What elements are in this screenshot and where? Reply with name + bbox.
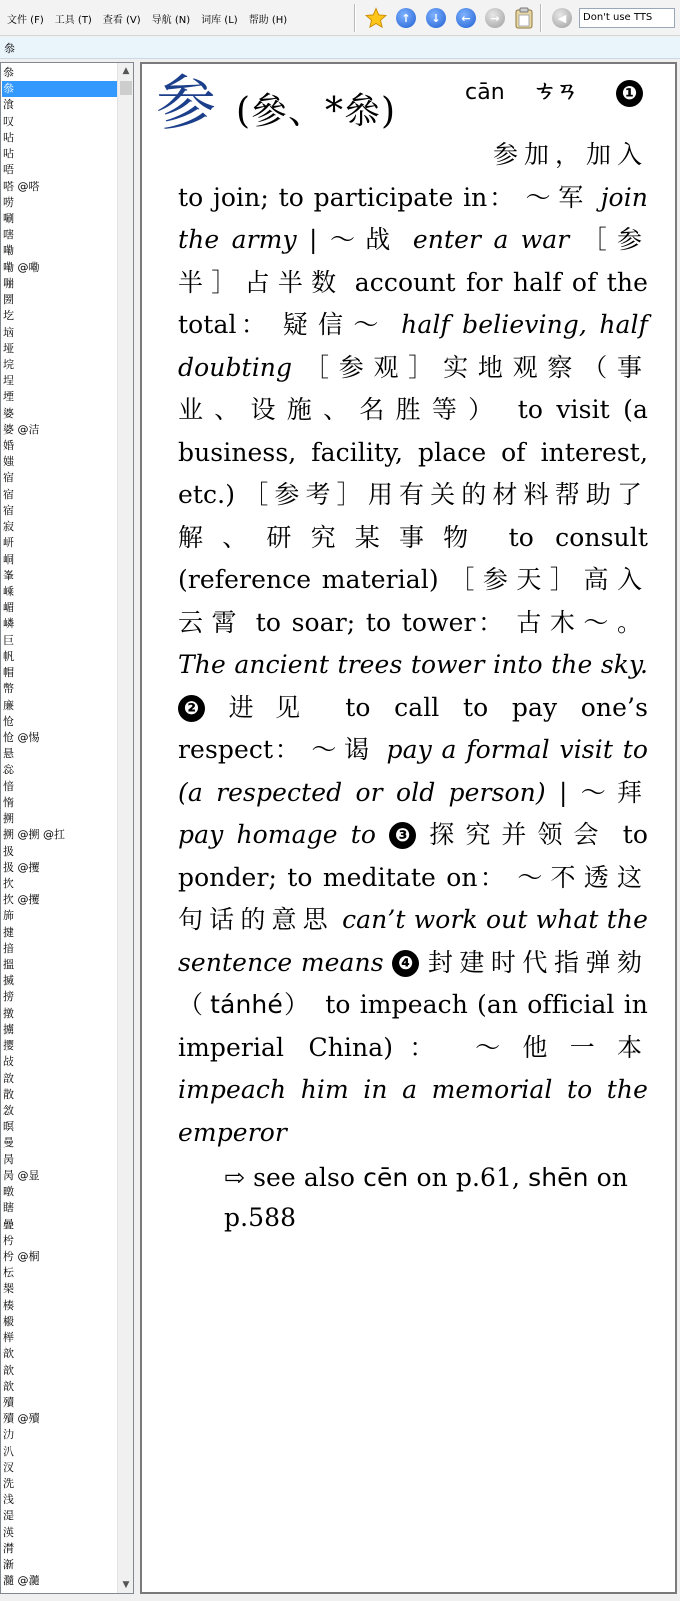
example-zh: ～他一本 <box>475 1032 648 1062</box>
list-item[interactable]: 昺 @显 <box>3 1168 40 1182</box>
sense-4-en: to impeach (an official in imperial China)： <box>178 990 648 1062</box>
list-item[interactable]: 椝 <box>3 1282 14 1296</box>
list-item[interactable]: 愔 <box>3 779 14 793</box>
list-item[interactable]: 潸 <box>3 1541 14 1555</box>
list-item[interactable]: 楱 <box>3 1298 14 1312</box>
list-item[interactable]: 搠 <box>3 812 14 826</box>
list-item[interactable]: 扱 @攫 <box>3 860 40 874</box>
see-also-link-2[interactable]: shēn <box>528 1163 589 1192</box>
list-item[interactable]: 敁 <box>3 1055 14 1069</box>
list-item[interactable]: 擄 <box>3 1022 14 1036</box>
list-item[interactable]: 叹 <box>3 114 14 128</box>
list-item[interactable]: 暝 <box>3 1120 14 1134</box>
example-en: join the army <box>178 182 649 254</box>
sense-4-pinyin: tánhé <box>210 990 283 1019</box>
scroll-thumb[interactable] <box>120 81 132 95</box>
headword: 参 <box>156 69 217 139</box>
list-item[interactable]: 澵 <box>3 1558 14 1572</box>
see-also <box>178 1158 648 1238</box>
separator-bar: | <box>309 225 318 254</box>
list-item[interactable]: 惰 <box>3 795 14 809</box>
list-item[interactable]: 氻 <box>3 1428 14 1442</box>
tts-select[interactable]: Don't use TTS <box>579 8 675 28</box>
list-item[interactable]: 扱 <box>3 844 14 858</box>
list-item[interactable]: 洗 <box>3 1477 14 1491</box>
example-en: The ancient trees tower into the sky. <box>178 650 648 679</box>
list-item[interactable]: 峒 <box>3 552 14 566</box>
list-item[interactable]: 垴 <box>3 325 14 339</box>
list-item[interactable]: 宿 <box>3 487 14 501</box>
example-en: pay homage to <box>178 820 377 849</box>
list-item[interactable]: 堙 <box>3 390 14 404</box>
list-item[interactable]: 榉 <box>3 1331 14 1345</box>
sense-number-1: ❶ <box>616 80 643 107</box>
list-item[interactable]: 廉 <box>3 698 14 712</box>
list-item[interactable]: 宿 <box>3 471 14 485</box>
list-item[interactable]: 撄 <box>3 1039 14 1053</box>
list-item[interactable]: 渶 <box>3 1525 14 1539</box>
example-zh: 疑信～ <box>282 310 389 339</box>
list-item[interactable]: 婆 <box>3 406 14 420</box>
list-item[interactable]: 呫 <box>3 130 14 144</box>
example-zh: ～拜 <box>580 777 649 807</box>
list-item[interactable]: 圪 <box>3 309 14 323</box>
sense-4-zh: 封建时代指弹劾（ <box>178 947 649 1019</box>
compound-en: account for half of the total： <box>178 267 648 339</box>
list-item[interactable]: 瞎 <box>3 1201 14 1215</box>
status-strip <box>0 1596 680 1601</box>
compound-en: to visit (a business, facility, place of interest, etc.) <box>178 395 648 509</box>
compound-zh: ［参半］占半数 <box>178 225 649 297</box>
compound-zh: ［参观］实地观察（事业、设施、名胜等） <box>178 352 648 424</box>
example-en: impeach him in a memorial to the emperor <box>178 1075 648 1147</box>
list-item[interactable]: 叅 <box>3 66 14 79</box>
example-zh: ～战 <box>329 225 401 254</box>
menu-help[interactable]: 帮助 (H) <box>248 14 288 26</box>
menu-tools[interactable]: 工具 (T) <box>54 14 92 26</box>
compound-zh: ［参考］用有关的材料帮助了解、研究某事物 <box>178 480 648 552</box>
sense-1-en: to join; to participate in： <box>178 182 516 212</box>
list-item[interactable]: 枍 <box>3 1233 14 1247</box>
variant-forms: (參、*叅) <box>236 91 397 132</box>
clipboard-icon[interactable] <box>512 6 536 30</box>
list-item[interactable]: 暾 <box>3 1185 14 1199</box>
toolbar <box>0 0 680 36</box>
list-item[interactable]: 歆 <box>3 1363 14 1377</box>
menu-view[interactable]: 查看 (V) <box>102 14 141 26</box>
list-item[interactable]: 浅 <box>3 1493 14 1507</box>
sense-number-2: ❷ <box>178 695 205 722</box>
scroll-up-icon[interactable]: ▲ <box>122 66 130 76</box>
list-item[interactable]: 幣 <box>3 682 14 696</box>
list-item[interactable]: 枟 <box>3 1266 14 1280</box>
list-item[interactable]: 埕 <box>3 374 14 388</box>
search-row <box>0 37 680 59</box>
menu-bar <box>4 0 295 36</box>
list-item[interactable]: 宿 <box>3 503 14 517</box>
example-en: can’t work out what the sentence means <box>178 905 648 977</box>
see-also-label: see also <box>253 1163 356 1192</box>
list-item[interactable]: 唔 <box>3 163 14 177</box>
list-item[interactable]: 怆 <box>3 714 14 728</box>
menu-lexicon[interactable]: 词库 (L) <box>201 14 238 26</box>
zhuyin: ㄘㄢ <box>534 78 579 104</box>
sense-3-zh: 探究并领会 <box>429 820 610 849</box>
menu-file[interactable]: 文件 (F) <box>7 14 44 26</box>
speaker-icon[interactable]: ◀ <box>550 6 574 30</box>
list-item[interactable]: 嘞 @嘞 <box>3 260 40 274</box>
list-item[interactable]: 殰 <box>3 1395 14 1409</box>
list-item[interactable]: 搠 @搠 @扛 <box>3 828 65 842</box>
list-item[interactable]: 搵 <box>3 958 14 972</box>
arrow-up-icon[interactable]: ↑ <box>394 6 418 30</box>
list-item[interactable]: 湜 <box>3 1509 14 1523</box>
list-item[interactable]: 嘣 <box>3 276 14 290</box>
compound-en: to consult (reference material) <box>178 522 648 594</box>
sense-2-zh: 进见 <box>228 692 322 722</box>
list-item[interactable]: 帽 <box>3 666 14 680</box>
list-item[interactable]: 曡 <box>3 1217 14 1231</box>
example-zh: ～不透这句话的意思 <box>178 862 648 934</box>
list-item[interactable]: 敜 <box>3 1104 14 1117</box>
see-also-link-1[interactable]: cēn <box>363 1163 409 1192</box>
compound-zh: ［参天］高入云霄 <box>178 565 648 637</box>
compound-en: to soar; to tower： <box>255 607 506 637</box>
example-en: enter a war <box>412 225 570 254</box>
list-item[interactable]: 枍 @桐 <box>3 1249 40 1263</box>
see-also-arrow-icon: ⇨ <box>224 1163 246 1192</box>
see-also-page-1: on p.61, <box>416 1163 521 1192</box>
list-item[interactable]: 揵 <box>3 925 14 939</box>
list-item[interactable]: 唰 <box>3 211 14 225</box>
list-item[interactable]: 垸 <box>3 357 14 371</box>
dictionary-entry <box>156 69 649 1238</box>
example-zh: ～军 <box>525 182 591 212</box>
list-item[interactable]: 圐 <box>3 293 14 307</box>
list-item[interactable]: 敨 <box>3 1071 14 1085</box>
list-item[interactable]: 惢 <box>3 763 14 777</box>
list-item[interactable]: 嘞 <box>3 244 14 258</box>
list-item[interactable]: 帆 <box>3 649 14 663</box>
list-item[interactable]: 揞 <box>3 941 14 955</box>
sense-number-3: ❸ <box>389 822 416 849</box>
list-item[interactable]: 峯 <box>3 568 14 582</box>
sense-3-en: to ponder; to meditate on： <box>178 820 649 892</box>
list-item[interactable]: 婆 @洁 <box>3 422 40 436</box>
list-item[interactable]: 湌 <box>3 98 14 112</box>
list-item[interactable]: 散 <box>3 1087 14 1101</box>
example-en: pay a formal visit to (a respected or old person) <box>178 735 648 807</box>
list-item[interactable]: 斾 <box>3 909 14 923</box>
list-item[interactable]: 寂 <box>3 520 14 534</box>
sense-1-zh: 参加，加入 <box>492 140 648 169</box>
list-item[interactable]: 搒 <box>3 990 14 1004</box>
list-item[interactable]: 殰 @殰 <box>3 1412 40 1426</box>
arrow-right-icon[interactable]: → <box>483 6 507 30</box>
scroll-down-icon[interactable]: ▼ <box>122 1580 130 1590</box>
list-item[interactable]: 叅 <box>2 81 118 97</box>
sense-4-zh-close: ） <box>282 990 317 1019</box>
list-item[interactable]: 汊 <box>3 1460 14 1474</box>
list-item[interactable]: 扻 @攫 <box>3 893 40 907</box>
list-item[interactable]: 嶙 <box>3 617 14 631</box>
entry-body <box>178 134 648 1154</box>
word-list-items <box>2 65 118 1590</box>
toolbar-separator <box>354 4 356 32</box>
search-input[interactable] <box>2 40 678 56</box>
list-item[interactable]: 岍 <box>3 536 14 550</box>
pinyin: cān <box>465 80 505 105</box>
list-item[interactable]: 瀡 @瀡 <box>3 1574 40 1588</box>
word-list-scrollbar[interactable] <box>117 63 133 1593</box>
list-item[interactable]: 媸 <box>3 455 14 469</box>
arrow-left-icon[interactable]: ← <box>454 6 478 30</box>
list-item[interactable]: 呫 <box>3 147 14 161</box>
list-item[interactable]: 扻 <box>3 876 14 890</box>
separator-bar: | <box>559 777 568 807</box>
list-item[interactable]: 嗒 @嗒 <box>3 179 40 193</box>
list-item[interactable]: 撴 <box>3 1006 14 1020</box>
list-item[interactable]: 唠 <box>3 195 14 209</box>
see-also-page-2: on p.588 <box>224 1163 628 1232</box>
list-item[interactable]: 汃 <box>3 1444 14 1458</box>
list-item[interactable]: 怆 @惕 <box>3 730 40 744</box>
example-zh: 古木～。 <box>516 607 648 637</box>
list-item[interactable]: 嗐 <box>3 228 14 242</box>
list-item[interactable]: 垭 <box>3 341 14 355</box>
list-item[interactable]: 嵋 <box>3 601 14 615</box>
list-item[interactable]: 婚 <box>3 439 14 453</box>
list-item[interactable]: 巨 <box>3 633 14 647</box>
arrow-down-icon[interactable]: ↓ <box>424 6 448 30</box>
list-item[interactable]: 榝 <box>3 1314 14 1328</box>
list-item[interactable]: 悬 <box>3 747 14 761</box>
list-item[interactable]: 曼 <box>3 1136 14 1150</box>
example-zh: ～谒 <box>311 735 377 764</box>
sense-number-4: ❹ <box>392 950 419 977</box>
list-item[interactable]: 嵊 <box>3 585 14 598</box>
list-item[interactable]: 搣 <box>3 974 14 988</box>
list-item[interactable]: 歆 <box>3 1379 14 1393</box>
list-item[interactable]: 歆 <box>3 1347 14 1361</box>
entry-headline <box>156 69 648 139</box>
sense-2-en: to call to pay one’s respect： <box>178 692 648 764</box>
word-list[interactable] <box>0 62 134 1594</box>
example-en: half believing, half doubting <box>178 310 648 382</box>
menu-navigate[interactable]: 导航 (N) <box>151 14 191 26</box>
toolbar-separator <box>540 4 542 32</box>
favorite-star-icon[interactable] <box>364 6 388 30</box>
list-item[interactable]: 昺 <box>3 1152 14 1166</box>
entry-pane <box>140 62 677 1594</box>
